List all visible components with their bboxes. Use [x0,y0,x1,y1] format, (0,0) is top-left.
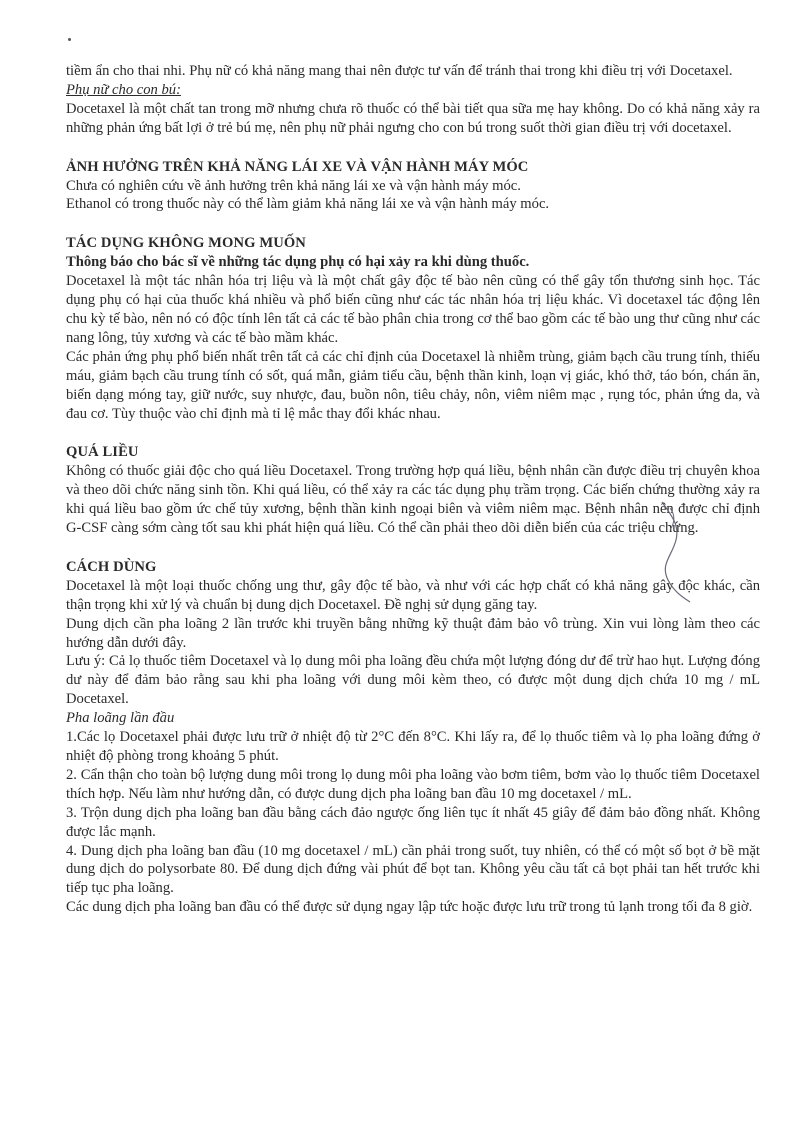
overdose-paragraph: Không có thuốc giải độc cho quá liều Docetaxel. Trong trường hợp quá liều, bệnh nhân cần được điều trị chuyên khoa và theo dõi chức năng sinh tồn. Khi quá liều, có thể xảy ra các tác dụng phụ trầm trọng. Các biến chứng thường xảy ra khi quá liều bao gồm ức chế tủy xương, bệnh thần kinh ngoại biên và viêm niêm mạc. Bệnh nhân nên được chỉ định G-CSF càng sớm càng tốt sau khi phát hiện quá liều. Có thể cần phải theo dõi diễn biến của các triệu chứng. [66,463,760,537]
usage-paragraph-1: Docetaxel là một loại thuốc chống ung thư, gây độc tế bào, và như với các hợp chất có khả năng gây độc khác, cần thận trọng khi xử lý và chuẩn bị dung dịch Docetaxel. Đề nghị sử dụng găng tay. [66,577,760,613]
handwritten-mark [640,494,720,604]
document-page [66,62,760,917]
driving-line-1: Chưa có nghiên cứu về ảnh hưởng trên khả năng lái xe và vận hành máy móc. [66,177,521,194]
usage-step-2: 2. Cẩn thận cho toàn bộ lượng dung môi trong lọ dung môi pha loãng vào bơm tiêm, bơm vào lọ thuốc tiêm Docetaxel thích hợp. Nếu làm như hướng dẫn, có được dung dịch pha loãng ban đầu 10 mg docetaxel / mL. [66,766,760,802]
usage-step-3: 3. Trộn dung dịch pha loãng ban đầu bằng cách đảo ngược ống liên tục ít nhất 45 giây để đảm bảo đồng nhất. Không được lắc mạnh. [66,804,760,840]
driving-line-2: Ethanol có trong thuốc này có thể làm giảm khả năng lái xe và vận hành máy móc. [66,196,550,213]
side-effects-paragraph-2: Các phản ứng phụ phổ biến nhất trên tất cả các chỉ định của Docetaxel là nhiễm trùng, giảm bạch cầu trung tính, thiếu máu, giảm bạch cầu trung tính có sốt, quá mẫn, giảm tiểu cầu, bệnh thần kinh, loạn vị giác, khó thở, táo bón, chán ăn, biến dạng móng tay, giữ nước, suy nhược, đau, buồn nôn, tiêu chảy, nôn, viêm niêm mạc , rụng tóc, phản ứng da, và đau cơ. Tùy thuộc vào chỉ định mà tỉ lệ mắc thay đổi khác nhau. [66,348,760,422]
breastfeeding-label: Phụ nữ cho con bú: [66,81,181,98]
usage-heading: CÁCH DÙNG [66,558,157,575]
intro-paragraph: tiềm ẩn cho thai nhi. Phụ nữ có khả năng mang thai nên được tư vấn để tránh thai trong khi điều trị với Docetaxel. [66,63,733,79]
breastfeeding-paragraph: Docetaxel là một chất tan trong mỡ nhưng chưa rõ thuốc có thể bài tiết qua sữa mẹ hay không. Do có khả năng xảy ra những phản ứng bất lợi ở trẻ bú mẹ, nên phụ nữ phải ngưng cho con bú trong suốt thời gian điều trị với docetaxel. [66,100,760,136]
side-effects-paragraph-1: Docetaxel là một tác nhân hóa trị liệu và là một chất gây độc tế bào nên cũng có thể gây tổn thương sinh học. Tác dụng phụ có hại của thuốc khá nhiều và phổ biến cũng như các tác nhân hóa trị liệu khác. Vì docetaxel tác động lên chu kỳ tế bào, nên nó có độc tính lên tất cả các tế bào phân chia trong cơ thể bao gồm các tế bào ung thư cũng như các nang lông, tủy xương và các tế bào mầm khác. [66,273,760,346]
usage-paragraph-3: Lưu ý: Cả lọ thuốc tiêm Docetaxel và lọ dung môi pha loãng đều chứa một lượng đóng dư để trừ hao hụt. Lượng đóng dư này để đảm bảo rằng sau khi pha loãng với dung môi kèm theo, có được một dung dịch chứa 10 mg / mL Docetaxel. [66,653,760,708]
usage-step-1: 1.Các lọ Docetaxel phải được lưu trữ ở nhiệt độ từ 2°C đến 8°C. Khi lấy ra, để lọ thuốc tiêm và lọ pha loãng đứng ở nhiệt độ phòng trong khoảng 5 phút. [66,729,760,764]
usage-paragraph-2: Dung dịch cần pha loãng 2 lần trước khi truyền bằng những kỹ thuật đảm bảo vô trùng. Xin vui lòng làm theo các hướng dẫn dưới đây. [66,615,760,651]
usage-closing: Các dung dịch pha loãng ban đầu có thể được sử dụng ngay lập tức hoặc được lưu trữ trong tủ lạnh trong tối đa 8 giờ. [66,899,753,916]
usage-step-4: 4. Dung dịch pha loãng ban đầu (10 mg docetaxel / mL) cần phải trong suốt, tuy nhiên, có thể có một số bọt ở bề mặt dung dịch do polysorbate 80. Để dung dịch đứng vài phút để bọt tan. Không yêu cầu tất cả bọt phải tan hết trước khi tiếp tục pha loãng. [66,842,760,897]
overdose-heading: QUÁ LIỀU [66,444,139,461]
side-effects-heading: TÁC DỤNG KHÔNG MONG MUỐN [66,235,306,252]
side-effects-subtitle: Thông báo cho bác sĩ về những tác dụng phụ có hại xảy ra khi dùng thuốc. [66,254,530,271]
driving-heading: ẢNH HƯỞNG TRÊN KHẢ NĂNG LÁI XE VÀ VẬN HÀNH MÁY MÓC [66,158,529,175]
scan-speck [68,38,71,41]
first-dilution-label: Pha loãng lần đầu [66,710,175,727]
